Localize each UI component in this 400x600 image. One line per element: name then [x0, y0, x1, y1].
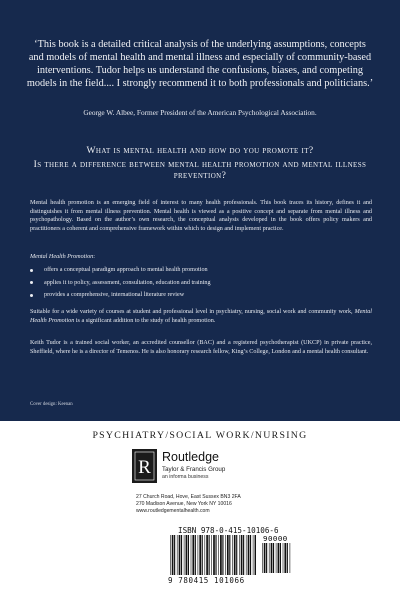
barcode-digits: 9 780415 101066	[168, 576, 245, 585]
barcode-bar	[218, 535, 219, 575]
barcode-bar	[266, 543, 267, 573]
isbn-barcode	[170, 535, 256, 575]
cover-design-credit: Cover design: Keenan	[30, 402, 73, 407]
barcode-bar	[199, 535, 201, 575]
barcode-bar	[283, 543, 284, 573]
barcode-bar	[278, 543, 280, 573]
barcode-bar	[262, 543, 263, 573]
publisher-tagline: an informa business	[162, 474, 209, 480]
barcode-bar	[198, 535, 199, 575]
barcode-bar	[234, 535, 236, 575]
barcode-bar	[179, 535, 181, 575]
barcode-bar	[174, 535, 175, 575]
endorsement-quote: ‘This book is a detailed critical analysis of the underlying assumptions, concepts and models of mental health and mental illness and especially of community-based interventions. Tudor helps us understand the confusions, biases, and competing models in the field.... I strongly recommend it to both professionals and politicians.’	[26, 39, 374, 89]
audience-paragraph	[30, 308, 372, 325]
barcode-bar	[186, 535, 188, 575]
address-line: 270 Madison Avenue, New York NY 10016	[136, 501, 232, 508]
barcode-bar	[202, 535, 203, 575]
feature-text: offers a conceptual paradigm approach to mental health promotion	[44, 267, 208, 273]
routledge-logo-icon	[132, 449, 157, 483]
book-title-italic: Mental Health Promotion	[30, 309, 372, 324]
barcode-bar	[269, 543, 270, 573]
address-line: 27 Church Road, Hove, East Sussex BN3 2FA	[136, 494, 241, 500]
isbn-label: ISBN 978-0-415-10106-6	[178, 526, 279, 535]
barcode-bar	[211, 535, 212, 575]
publisher-name: Routledge	[162, 450, 219, 464]
barcode-bar	[227, 535, 229, 575]
question-heading-2: Is there a difference between mental health promotion and mental illness prevention?	[33, 159, 367, 181]
bullet-dot-icon	[30, 269, 33, 272]
publisher-group: Taylor & Francis Group	[162, 466, 226, 473]
feature-list	[30, 266, 372, 304]
barcode-bar	[264, 543, 266, 573]
barcode-bar	[229, 535, 230, 575]
barcode-bar	[287, 543, 288, 573]
feature-text: provides a comprehensive, international literature review	[44, 292, 185, 298]
book-title-italic: Mental Health Promotion	[30, 254, 94, 260]
audience-text-before: Suitable for a wide variety of courses at student and professional level in psychiatry, nursing, social work and community work,	[30, 309, 353, 315]
barcode-bar	[271, 543, 273, 573]
audience-text-after: is a significant addition to the study of health promotion.	[75, 317, 216, 324]
barcode-bar	[184, 535, 185, 575]
subject-categories: PSYCHIATRY/SOCIAL WORK/NURSING	[92, 430, 308, 441]
barcode-bar	[206, 535, 208, 575]
barcode-bar	[255, 535, 256, 575]
barcode-bar	[236, 535, 237, 575]
barcode-bar	[220, 535, 222, 575]
barcode-bar	[177, 535, 178, 575]
barcode-bar	[250, 535, 251, 575]
barcode-bar	[191, 535, 192, 575]
barcode-bar	[253, 535, 254, 575]
website-url: www.routledgementalhealth.com	[136, 508, 210, 515]
barcode-bar	[280, 543, 281, 573]
barcode-bar	[276, 543, 277, 573]
price-addon-digits: 90000	[263, 534, 288, 543]
feature-list-item	[30, 279, 372, 292]
barcode-bar	[195, 535, 196, 575]
description-paragraph: Mental health promotion is an emerging field of interest to many health professionals. This book traces its history, defines it and distinguishes it from mental illness prevention. Mental health is viewed as a positive concept and separate from mental illness and psychopathology. Based on the author’s own research, the conceptual analysis developed in the book offers policy makers and practitioners a coherent and comprehensive framework within which to design and implement practice.	[30, 200, 372, 232]
logo-letter: R	[138, 457, 151, 478]
publisher-address	[136, 494, 241, 516]
barcode-bar	[246, 535, 247, 575]
barcode-bar	[172, 535, 174, 575]
endorsement-attribution: George W. Albee, Former President of the American Psychological Association.	[83, 108, 317, 117]
author-bio: Keith Tudor is a trained social worker, an accredited counsellor (BAC) and a registered psychotherapist (UKCP) in private practice, Sheffield, where he is a director of Temenos. He is also honorary research fellow, King’s College, London and a mental health consultant.	[30, 340, 372, 355]
barcode-bar	[273, 543, 274, 573]
barcode-bar	[290, 543, 291, 573]
feature-list-item	[30, 266, 372, 279]
lead-colon: :	[93, 254, 95, 260]
barcode-bar	[284, 543, 286, 573]
barcode-bar	[222, 535, 223, 575]
bullet-dot-icon	[30, 281, 33, 284]
barcode-bar	[209, 535, 210, 575]
barcode-bar	[241, 535, 243, 575]
barcode-bar	[188, 535, 189, 575]
barcode-bar	[225, 535, 226, 575]
barcode-bar	[181, 535, 182, 575]
question-heading-1: What is mental health and how do you promote it?	[86, 145, 314, 156]
barcode-bar	[239, 535, 240, 575]
barcode-bar	[243, 535, 244, 575]
barcode-bar	[215, 535, 216, 575]
bullet-lead-in	[30, 253, 372, 262]
bullet-dot-icon	[30, 294, 33, 297]
barcode-bar	[232, 535, 233, 575]
barcode-bar	[170, 535, 171, 575]
addon-barcode	[262, 543, 292, 573]
feature-list-item	[30, 291, 372, 304]
barcode-bar	[213, 535, 215, 575]
barcode-bar	[192, 535, 194, 575]
barcode-bar	[248, 535, 250, 575]
feature-text: applies it to policy, assessment, consultation, education and training	[44, 279, 211, 286]
barcode-bar	[205, 535, 206, 575]
